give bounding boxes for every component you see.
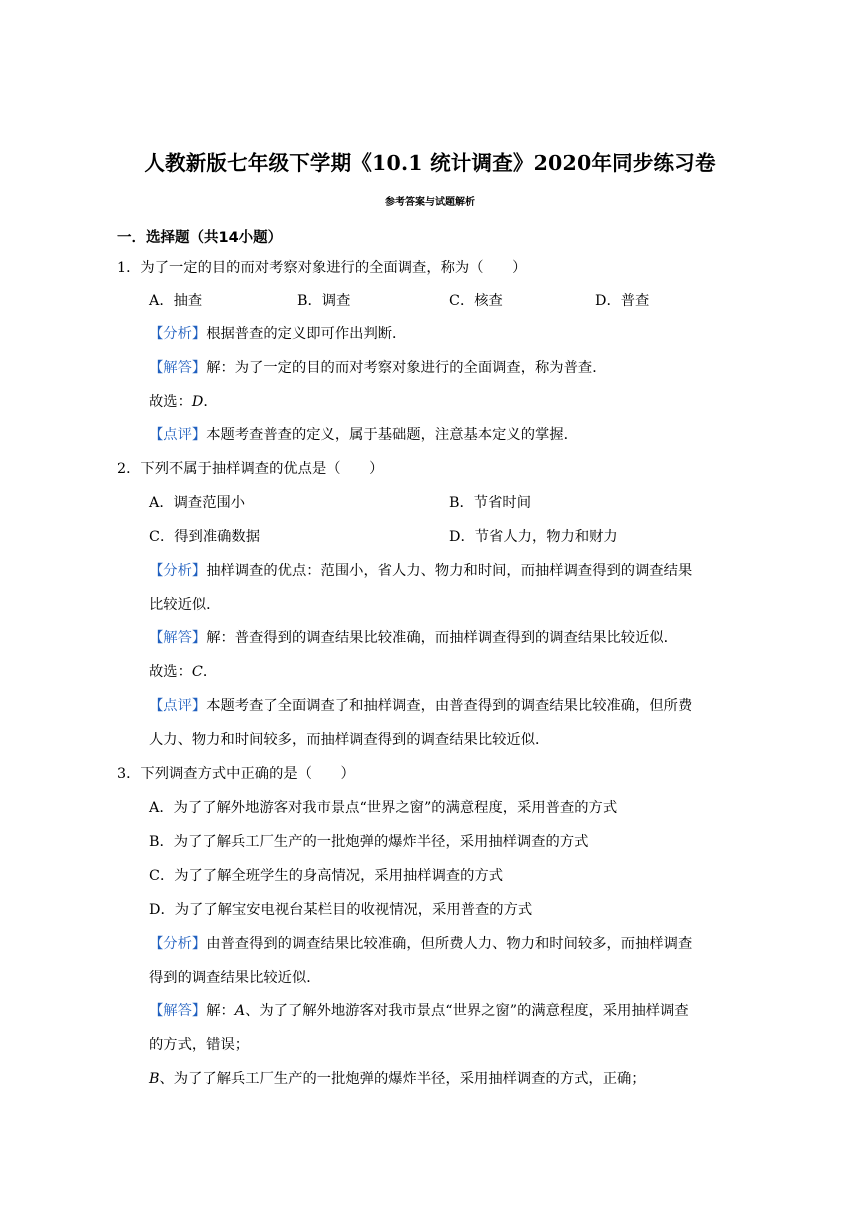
question-1-answer bbox=[149, 358, 607, 378]
section-heading: 一．选择题（共14小题） bbox=[117, 230, 283, 246]
question-3-stem: 3．下列调查方式中正确的是（ ） bbox=[117, 766, 355, 782]
question-3-answer bbox=[149, 1001, 689, 1021]
document-subtitle: 参考答案与试题解析 bbox=[385, 197, 475, 208]
answer-letter-a: A bbox=[234, 1003, 246, 1019]
answer-tag: 【解答】 bbox=[149, 1003, 207, 1019]
question-3-analysis bbox=[149, 934, 692, 954]
answer-letter-b: B bbox=[149, 1071, 160, 1087]
analysis-text: 根据普查的定义即可作出判断． bbox=[206, 326, 407, 342]
question-2-option-d: D．节省人力，物力和财力 bbox=[449, 529, 618, 545]
question-2-option-a: A．调查范围小 bbox=[149, 495, 246, 511]
question-1-option-d: D．普查 bbox=[595, 293, 650, 309]
question-1-option-c: C．核查 bbox=[449, 293, 503, 309]
question-2-stem: 2．下列不属于抽样调查的优点是（ ） bbox=[117, 461, 384, 477]
comment-tag: 【点评】 bbox=[149, 698, 207, 714]
analysis-text: 抽样调查的优点：范围小，省人力、物力和时间，而抽样调查得到的调查结果 bbox=[206, 563, 693, 579]
question-1-comment bbox=[149, 425, 578, 445]
question-1-stem: 1．为了一定的目的而对考察对象进行的全面调查，称为（ ） bbox=[117, 260, 527, 276]
choice-suffix: ． bbox=[202, 664, 218, 680]
question-3-answer-b bbox=[149, 1069, 646, 1089]
question-2-analysis-cont: 比较近似． bbox=[149, 597, 221, 613]
answer-text: 、为了了解外地游客对我市景点“世界之窗”的满意程度，采用抽样调查 bbox=[245, 1003, 689, 1019]
question-3-analysis-cont: 得到的调查结果比较近似． bbox=[149, 970, 321, 986]
question-2-option-c: C．得到准确数据 bbox=[149, 529, 261, 545]
document-title: 人教新版七年级下学期《10.1 统计调查》2020年同步练习卷 bbox=[144, 151, 716, 175]
choice-letter: C bbox=[191, 664, 203, 680]
question-1-option-b: B．调查 bbox=[297, 293, 351, 309]
question-1-choice bbox=[149, 392, 218, 412]
analysis-tag: 【分析】 bbox=[149, 326, 207, 342]
question-1-option-a: A．抽查 bbox=[149, 293, 203, 309]
answer-text: 、为了了解兵工厂生产的一批炮弹的爆炸半径，采用抽样调查的方式，正确； bbox=[159, 1071, 646, 1087]
question-3-answer-cont: 的方式，错误； bbox=[149, 1037, 250, 1053]
question-3-option-d: D．为了了解宝安电视台某栏目的收视情况，采用普查的方式 bbox=[149, 902, 533, 918]
question-2-option-b: B．节省时间 bbox=[449, 495, 531, 511]
question-3-option-b: B．为了了解兵工厂生产的一批炮弹的爆炸半径，采用抽样调查的方式 bbox=[149, 834, 589, 850]
choice-suffix: ． bbox=[203, 394, 218, 410]
comment-text: 本题考查普查的定义，属于基础题，注意基本定义的掌握． bbox=[206, 427, 578, 443]
answer-prefix: 解： bbox=[206, 1003, 235, 1019]
answer-tag: 【解答】 bbox=[149, 360, 207, 376]
question-1-analysis bbox=[149, 324, 406, 344]
comment-tag: 【点评】 bbox=[149, 427, 207, 443]
choice-prefix: 故选： bbox=[149, 664, 192, 680]
question-2-choice bbox=[149, 662, 217, 682]
answer-text: 解：为了一定的目的而对考察对象进行的全面调查，称为普查． bbox=[206, 360, 607, 376]
analysis-tag: 【分析】 bbox=[149, 563, 207, 579]
comment-text: 本题考查了全面调查了和抽样调查，由普查得到的调查结果比较准确，但所费 bbox=[206, 698, 693, 714]
question-3-option-a: A．为了了解外地游客对我市景点“世界之窗”的满意程度，采用普查的方式 bbox=[149, 800, 618, 816]
analysis-text: 由普查得到的调查结果比较准确，但所费人力、物力和时间较多，而抽样调查 bbox=[206, 936, 693, 952]
question-3-option-c: C．为了了解全班学生的身高情况，采用抽样调查的方式 bbox=[149, 868, 504, 884]
choice-letter: D bbox=[191, 394, 204, 410]
answer-tag: 【解答】 bbox=[149, 630, 207, 646]
choice-prefix: 故选： bbox=[149, 394, 192, 410]
analysis-tag: 【分析】 bbox=[149, 936, 207, 952]
question-2-answer bbox=[149, 628, 678, 648]
question-2-analysis bbox=[149, 561, 692, 581]
question-2-comment bbox=[149, 696, 692, 716]
question-2-comment-cont: 人力、物力和时间较多，而抽样调查得到的调查结果比较近似． bbox=[149, 732, 550, 748]
answer-text: 解：普查得到的调查结果比较准确，而抽样调查得到的调查结果比较近似． bbox=[206, 630, 678, 646]
